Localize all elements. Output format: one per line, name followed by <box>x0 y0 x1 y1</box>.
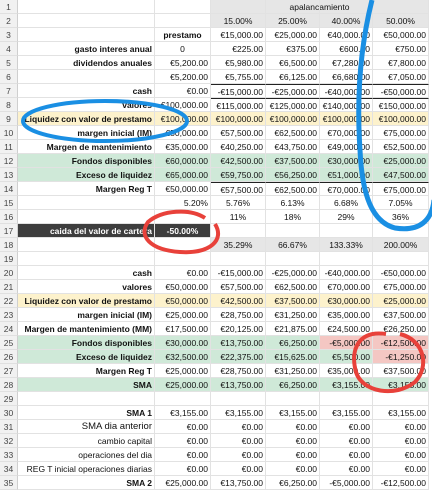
cell-scenario-1[interactable]: €42,500.00 <box>211 294 266 308</box>
cell-scenario-1[interactable]: -€15,000.00 <box>211 84 266 98</box>
cell-scenario-4[interactable]: €0.00 <box>373 448 429 462</box>
cell-base[interactable]: €5,200.00 <box>155 56 211 70</box>
cell-scenario-4[interactable]: 7.05% <box>373 196 429 210</box>
cell-base[interactable]: €50,000.00 <box>155 280 211 294</box>
cell-scenario-2[interactable]: €43,750.00 <box>266 140 320 154</box>
row-label[interactable]: Fondos disponibles <box>18 336 155 350</box>
cell-base[interactable]: €0.00 <box>155 84 211 98</box>
row-label[interactable]: Fondos disponibles <box>18 154 155 168</box>
cell-scenario-1[interactable]: €5,980.00 <box>211 56 266 70</box>
cell-scenario-1[interactable]: €0.00 <box>211 462 266 476</box>
cell-scenario-1[interactable]: €15,000.00 <box>211 28 266 42</box>
row-label[interactable]: cambio capital <box>18 434 155 448</box>
row-number[interactable]: 14 <box>0 182 18 196</box>
cell-scenario-1[interactable]: €13,750.00 <box>211 476 266 490</box>
cell-scenario-2[interactable]: €125,000.00 <box>266 98 320 112</box>
row-number[interactable]: 12 <box>0 154 18 168</box>
cell-scenario-2[interactable] <box>266 0 320 14</box>
cell-scenario-3[interactable]: -€40,000.00 <box>320 266 373 280</box>
row-label[interactable] <box>18 196 155 210</box>
cell-scenario-1[interactable]: €57,500.00 <box>211 280 266 294</box>
cell-scenario-2[interactable]: €6,250.00 <box>266 476 320 490</box>
cell-scenario-1[interactable]: €3,155.00 <box>211 406 266 420</box>
row-label[interactable]: margen inicial (IM) <box>18 308 155 322</box>
cell-scenario-4[interactable]: 36% <box>373 210 429 224</box>
row-number[interactable]: 19 <box>0 252 18 266</box>
cell-scenario-4[interactable]: -€12,500.00 <box>373 476 429 490</box>
cell-scenario-3[interactable] <box>320 224 373 238</box>
cell-base[interactable]: €50,000.00 <box>155 126 211 140</box>
cell-scenario-2[interactable]: €0.00 <box>266 448 320 462</box>
cell-base[interactable]: €25,000.00 <box>155 476 211 490</box>
cell-base[interactable]: €0.00 <box>155 434 211 448</box>
cell-scenario-3[interactable]: €51,000.00 <box>320 168 373 182</box>
cell-scenario-4[interactable]: €75,000.00 <box>373 280 429 294</box>
row-label[interactable]: margen inicial (IM) <box>18 126 155 140</box>
cell-scenario-4[interactable]: 200.00% <box>373 238 429 252</box>
row-number[interactable]: 18 <box>0 238 18 252</box>
row-number[interactable]: 29 <box>0 392 18 406</box>
row-number[interactable]: 13 <box>0 168 18 182</box>
row-label[interactable]: SMA 2 <box>18 476 155 490</box>
row-number[interactable]: 32 <box>0 434 18 448</box>
cell-base[interactable] <box>155 252 211 266</box>
cell-base[interactable]: €30,000.00 <box>155 336 211 350</box>
cell-scenario-1[interactable]: €40,250.00 <box>211 140 266 154</box>
cell-scenario-2[interactable] <box>266 252 320 266</box>
cell-scenario-2[interactable]: €37,500.00 <box>266 294 320 308</box>
cell-base[interactable]: prestamo <box>155 28 211 42</box>
cell-scenario-2[interactable]: -€25,000.00 <box>266 84 320 98</box>
row-number[interactable]: 31 <box>0 420 18 434</box>
cell-base[interactable]: €0.00 <box>155 448 211 462</box>
cell-scenario-2[interactable]: €6,250.00 <box>266 378 320 392</box>
cell-scenario-2[interactable]: €37,500.00 <box>266 154 320 168</box>
cell-scenario-2[interactable]: 25.00% <box>266 14 320 28</box>
cell-scenario-2[interactable]: €6,250.00 <box>266 336 320 350</box>
cell-base[interactable]: €32,500.00 <box>155 350 211 364</box>
cell-scenario-3[interactable]: 133.33% <box>320 238 373 252</box>
cell-scenario-3[interactable]: €100,000.00 <box>320 112 373 126</box>
cell-scenario-1[interactable]: €28,750.00 <box>211 308 266 322</box>
cell-scenario-4[interactable]: €750.00 <box>373 42 429 56</box>
cell-scenario-1[interactable]: 15.00% <box>211 14 266 28</box>
row-label[interactable]: dividendos anuales <box>18 56 155 70</box>
row-number[interactable]: 16 <box>0 210 18 224</box>
cell-scenario-3[interactable]: €0.00 <box>320 462 373 476</box>
cell-scenario-2[interactable]: €25,000.00 <box>266 28 320 42</box>
row-label[interactable]: cash <box>18 266 155 280</box>
cell-scenario-3[interactable] <box>320 392 373 406</box>
row-number[interactable]: 35 <box>0 476 18 490</box>
cell-scenario-1[interactable] <box>211 392 266 406</box>
cell-scenario-3[interactable] <box>320 0 373 14</box>
cell-scenario-3[interactable]: -€40,000.00 <box>320 84 373 98</box>
row-number[interactable]: 6 <box>0 70 18 84</box>
cell-scenario-2[interactable]: €100,000.00 <box>266 112 320 126</box>
cell-scenario-4[interactable]: €75,000.00 <box>373 126 429 140</box>
row-label[interactable]: Liquidez con valor de prestamo <box>18 294 155 308</box>
cell-scenario-1[interactable] <box>211 252 266 266</box>
row-number[interactable]: 33 <box>0 448 18 462</box>
cell-base[interactable] <box>155 14 211 28</box>
row-label[interactable]: operaciones del dia <box>18 448 155 462</box>
cell-scenario-1[interactable]: €22,375.00 <box>211 350 266 364</box>
cell-scenario-2[interactable]: €6,125.00 <box>266 70 320 84</box>
cell-base[interactable] <box>155 238 211 252</box>
cell-base[interactable]: €60,000.00 <box>155 154 211 168</box>
row-label[interactable] <box>18 210 155 224</box>
row-label[interactable]: Liquidez con valor de prestamo <box>18 112 155 126</box>
cell-scenario-3[interactable]: €140,000.00 <box>320 98 373 112</box>
cell-scenario-2[interactable]: €62,500.00 <box>266 126 320 140</box>
cell-scenario-3[interactable]: €70,000.00 <box>320 280 373 294</box>
row-number[interactable]: 20 <box>0 266 18 280</box>
row-number[interactable]: 28 <box>0 378 18 392</box>
cell-scenario-4[interactable]: €50,000.00 <box>373 28 429 42</box>
row-label[interactable]: Margen Reg T <box>18 364 155 378</box>
cell-base[interactable]: -50.00% <box>155 224 211 238</box>
cell-scenario-2[interactable]: 6.13% <box>266 196 320 210</box>
cell-scenario-1[interactable]: €13,750.00 <box>211 336 266 350</box>
cell-scenario-1[interactable]: €57,500.00 <box>211 182 266 196</box>
cell-scenario-3[interactable]: €0.00 <box>320 434 373 448</box>
row-label[interactable]: Margen Reg T <box>18 182 155 196</box>
cell-scenario-2[interactable]: 18% <box>266 210 320 224</box>
cell-scenario-1[interactable] <box>211 224 266 238</box>
cell-scenario-1[interactable]: 11% <box>211 210 266 224</box>
cell-scenario-1[interactable]: €5,755.00 <box>211 70 266 84</box>
row-label[interactable]: valores <box>18 98 155 112</box>
cell-base[interactable] <box>155 392 211 406</box>
cell-base[interactable]: €25,000.00 <box>155 308 211 322</box>
cell-base[interactable]: €0.00 <box>155 266 211 280</box>
cell-scenario-1[interactable]: €0.00 <box>211 434 266 448</box>
cell-scenario-1[interactable]: €13,750.00 <box>211 378 266 392</box>
cell-scenario-3[interactable]: €0.00 <box>320 420 373 434</box>
row-label[interactable] <box>18 0 155 14</box>
row-number[interactable]: 11 <box>0 140 18 154</box>
cell-scenario-3[interactable]: 6.68% <box>320 196 373 210</box>
row-label[interactable]: valores <box>18 280 155 294</box>
row-number[interactable]: 7 <box>0 84 18 98</box>
cell-scenario-4[interactable]: €150,000.00 <box>373 98 429 112</box>
row-number[interactable]: 17 <box>0 224 18 238</box>
cell-scenario-4[interactable]: €100,000.00 <box>373 112 429 126</box>
row-number[interactable]: 21 <box>0 280 18 294</box>
row-label[interactable]: Exceso de liquidez <box>18 350 155 364</box>
cell-scenario-4[interactable] <box>373 252 429 266</box>
row-label[interactable] <box>18 14 155 28</box>
cell-scenario-3[interactable]: €35,000.00 <box>320 364 373 378</box>
cell-scenario-2[interactable]: €0.00 <box>266 462 320 476</box>
cell-scenario-4[interactable]: €3,155.00 <box>373 406 429 420</box>
cell-base[interactable]: €3,155.00 <box>155 406 211 420</box>
cell-scenario-1[interactable]: €100,000.00 <box>211 112 266 126</box>
cell-scenario-3[interactable]: €3,155.00 <box>320 406 373 420</box>
cell-base[interactable]: €35,000.00 <box>155 140 211 154</box>
cell-scenario-2[interactable]: €0.00 <box>266 420 320 434</box>
cell-scenario-1[interactable]: €20,125.00 <box>211 322 266 336</box>
cell-scenario-2[interactable]: €21,875.00 <box>266 322 320 336</box>
cell-scenario-4[interactable]: €37,500.00 <box>373 308 429 322</box>
row-label[interactable] <box>18 238 155 252</box>
row-number[interactable]: 27 <box>0 364 18 378</box>
row-number[interactable]: 4 <box>0 42 18 56</box>
cell-scenario-2[interactable]: €62,500.00 <box>266 182 320 196</box>
row-label[interactable] <box>18 28 155 42</box>
cell-scenario-2[interactable]: €6,500.00 <box>266 56 320 70</box>
cell-base[interactable]: €50,000.00 <box>155 294 211 308</box>
row-label[interactable]: SMA 1 <box>18 406 155 420</box>
row-number[interactable]: 22 <box>0 294 18 308</box>
cell-scenario-4[interactable]: 50.00% <box>373 14 429 28</box>
row-number[interactable]: 1 <box>0 0 18 14</box>
cell-scenario-4[interactable]: €25,000.00 <box>373 294 429 308</box>
cell-base[interactable]: €100,000.00 <box>155 112 211 126</box>
cell-scenario-3[interactable]: -€5,000.00 <box>320 476 373 490</box>
cell-base[interactable]: €25,000.00 <box>155 364 211 378</box>
cell-scenario-4[interactable]: -€12,500.00 <box>373 336 429 350</box>
cell-scenario-4[interactable]: €26,250.00 <box>373 322 429 336</box>
row-label[interactable]: Margen de mantenimiento <box>18 140 155 154</box>
cell-scenario-2[interactable] <box>266 224 320 238</box>
cell-scenario-2[interactable]: €56,250.00 <box>266 168 320 182</box>
row-number[interactable]: 34 <box>0 462 18 476</box>
cell-scenario-2[interactable]: €62,500.00 <box>266 280 320 294</box>
row-number[interactable]: 23 <box>0 308 18 322</box>
cell-base[interactable] <box>155 210 211 224</box>
cell-scenario-3[interactable]: €40,000.00 <box>320 28 373 42</box>
cell-scenario-3[interactable]: €5,500.00 <box>320 350 373 364</box>
cell-scenario-2[interactable]: €15,625.00 <box>266 350 320 364</box>
cell-scenario-1[interactable]: €115,000.00 <box>211 98 266 112</box>
row-number[interactable]: 30 <box>0 406 18 420</box>
cell-scenario-4[interactable]: €75,000.00 <box>373 182 429 196</box>
cell-scenario-1[interactable]: €0.00 <box>211 448 266 462</box>
cell-base[interactable]: €0.00 <box>155 462 211 476</box>
row-label[interactable]: cash <box>18 84 155 98</box>
cell-scenario-4[interactable] <box>373 224 429 238</box>
cell-scenario-1[interactable]: 5.76% <box>211 196 266 210</box>
cell-scenario-4[interactable]: €0.00 <box>373 434 429 448</box>
cell-scenario-4[interactable]: €7,050.00 <box>373 70 429 84</box>
row-number[interactable]: 10 <box>0 126 18 140</box>
row-number[interactable]: 8 <box>0 98 18 112</box>
cell-scenario-4[interactable]: €52,500.00 <box>373 140 429 154</box>
cell-scenario-3[interactable]: 40.00% <box>320 14 373 28</box>
row-number[interactable]: 26 <box>0 350 18 364</box>
cell-scenario-3[interactable]: €70,000.00 <box>320 182 373 196</box>
cell-scenario-1[interactable]: 35.29% <box>211 238 266 252</box>
row-number[interactable]: 5 <box>0 56 18 70</box>
cell-scenario-2[interactable]: €3,155.00 <box>266 406 320 420</box>
cell-base[interactable]: €0.00 <box>155 420 211 434</box>
row-label[interactable]: Exceso de liquidez <box>18 168 155 182</box>
row-label[interactable]: caida del valor de cartera <box>18 224 155 238</box>
cell-scenario-3[interactable]: -€5,000.00 <box>320 336 373 350</box>
cell-scenario-4[interactable]: €0.00 <box>373 462 429 476</box>
cell-scenario-1[interactable] <box>211 0 266 14</box>
cell-base[interactable]: €65,000.00 <box>155 168 211 182</box>
cell-scenario-2[interactable]: €31,250.00 <box>266 364 320 378</box>
row-label[interactable]: gasto interes anual <box>18 42 155 56</box>
cell-base[interactable]: €17,500.00 <box>155 322 211 336</box>
cell-scenario-1[interactable]: €42,500.00 <box>211 154 266 168</box>
cell-scenario-2[interactable]: €0.00 <box>266 434 320 448</box>
cell-scenario-3[interactable]: €6,680.00 <box>320 70 373 84</box>
row-label[interactable]: Margen de mantenimiento (MM) <box>18 322 155 336</box>
cell-scenario-4[interactable] <box>373 392 429 406</box>
cell-scenario-3[interactable]: €30,000.00 <box>320 294 373 308</box>
row-number[interactable]: 9 <box>0 112 18 126</box>
cell-scenario-4[interactable]: €7,800.00 <box>373 56 429 70</box>
row-label[interactable] <box>18 392 155 406</box>
cell-base[interactable]: 0 <box>155 42 211 56</box>
cell-base[interactable] <box>155 0 211 14</box>
cell-base[interactable]: €50,000.00 <box>155 182 211 196</box>
row-number[interactable]: 24 <box>0 322 18 336</box>
cell-scenario-3[interactable]: €49,000.00 <box>320 140 373 154</box>
cell-scenario-2[interactable]: €375.00 <box>266 42 320 56</box>
cell-scenario-2[interactable] <box>266 392 320 406</box>
cell-scenario-1[interactable]: €59,750.00 <box>211 168 266 182</box>
row-number[interactable]: 25 <box>0 336 18 350</box>
row-label[interactable]: REG T inicial operaciones diarias <box>18 462 155 476</box>
cell-scenario-3[interactable]: €70,000.00 <box>320 126 373 140</box>
cell-scenario-4[interactable]: €0.00 <box>373 420 429 434</box>
cell-scenario-4[interactable]: -€50,000.00 <box>373 266 429 280</box>
cell-base[interactable]: €100,000.00 <box>155 98 211 112</box>
cell-scenario-4[interactable]: €47,500.00 <box>373 168 429 182</box>
cell-scenario-1[interactable]: €57,500.00 <box>211 126 266 140</box>
cell-scenario-2[interactable]: €31,250.00 <box>266 308 320 322</box>
cell-scenario-4[interactable] <box>373 0 429 14</box>
cell-scenario-3[interactable]: €600.00 <box>320 42 373 56</box>
cell-base[interactable]: €5,200.00 <box>155 70 211 84</box>
cell-scenario-3[interactable]: €3,155.00 <box>320 378 373 392</box>
cell-scenario-3[interactable]: €24,500.00 <box>320 322 373 336</box>
cell-base[interactable]: 5.20% <box>155 196 211 210</box>
row-label[interactable] <box>18 252 155 266</box>
cell-scenario-3[interactable]: 29% <box>320 210 373 224</box>
cell-scenario-3[interactable]: €35,000.00 <box>320 308 373 322</box>
cell-scenario-1[interactable]: -€15,000.00 <box>211 266 266 280</box>
cell-base[interactable]: €25,000.00 <box>155 378 211 392</box>
cell-scenario-2[interactable]: 66.67% <box>266 238 320 252</box>
row-label[interactable]: SMA dia anterior <box>18 420 155 434</box>
cell-scenario-3[interactable]: €7,280.00 <box>320 56 373 70</box>
row-label[interactable]: SMA <box>18 378 155 392</box>
cell-scenario-4[interactable]: -€50,000.00 <box>373 84 429 98</box>
row-number[interactable]: 3 <box>0 28 18 42</box>
group-header-apalancamiento[interactable]: apalancamiento <box>211 0 429 14</box>
cell-scenario-4[interactable]: €37,500.00 <box>373 364 429 378</box>
cell-scenario-4[interactable]: €25,000.00 <box>373 154 429 168</box>
row-number[interactable]: 15 <box>0 196 18 210</box>
cell-scenario-3[interactable]: €0.00 <box>320 448 373 462</box>
cell-scenario-2[interactable]: -€25,000.00 <box>266 266 320 280</box>
cell-scenario-3[interactable] <box>320 252 373 266</box>
cell-scenario-3[interactable]: €30,000.00 <box>320 154 373 168</box>
row-label[interactable] <box>18 70 155 84</box>
cell-scenario-1[interactable]: €28,750.00 <box>211 364 266 378</box>
cell-scenario-4[interactable]: €3,155.00 <box>373 378 429 392</box>
cell-scenario-1[interactable]: €225.00 <box>211 42 266 56</box>
row-number[interactable]: 2 <box>0 14 18 28</box>
cell-scenario-1[interactable]: €0.00 <box>211 420 266 434</box>
cell-scenario-4[interactable]: -€1,250.00 <box>373 350 429 364</box>
